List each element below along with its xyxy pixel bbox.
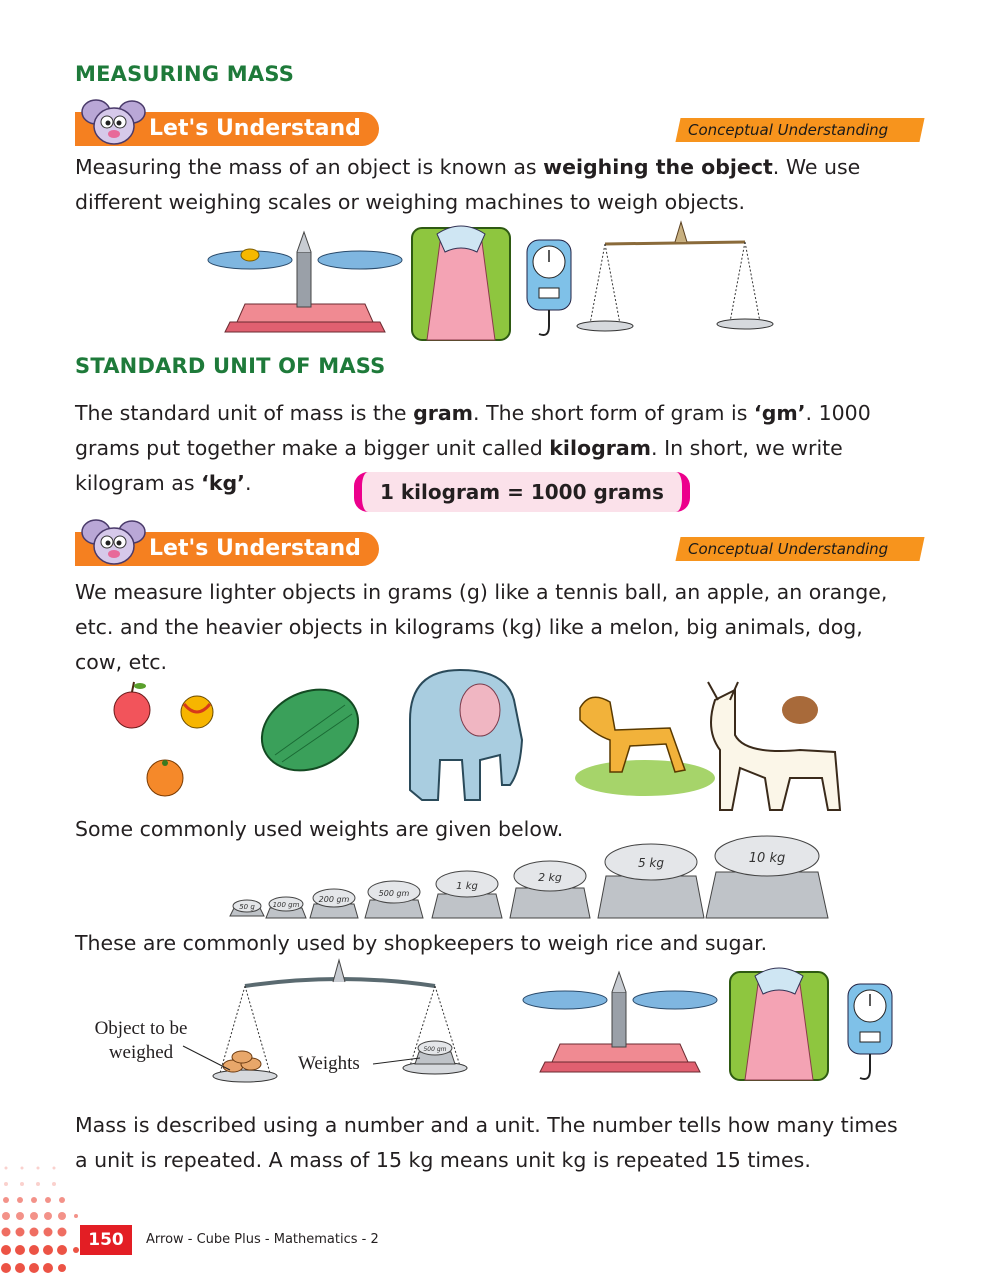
weight-label: 500 gm	[378, 889, 410, 898]
spring-scale-icon	[527, 240, 571, 335]
weight-10kg-icon	[706, 836, 828, 918]
paragraph-weighing: Measuring the mass of an object is known as weighing the object. We use different weighing scales or weighing machines to weigh objects.	[75, 155, 861, 214]
objects-animals-illustration	[110, 660, 855, 810]
cow-icon	[708, 682, 840, 810]
weight-label: 10 kg	[748, 851, 786, 866]
weight-label: 2 kg	[538, 871, 562, 884]
object-to-be-weighed-label	[80, 1017, 202, 1065]
weight-1kg-icon	[432, 871, 502, 918]
lets-understand-label-2: Let's Understand	[75, 532, 379, 566]
weight-2kg-icon	[510, 861, 590, 918]
paragraph-standard-unit: The standard unit of mass is the gram. The short form of gram is ‘gm’. 1000 grams put together make a bigger unit called kilogram. In short, we write kilogram as ‘kg’.	[75, 401, 871, 495]
book-title: Arrow - Cube Plus - Mathematics - 2	[146, 1232, 379, 1247]
weight-label: 200 gm	[318, 895, 350, 904]
formula-box: 1 kilogram = 1000 grams	[354, 472, 690, 512]
decorative-dots	[0, 1160, 130, 1280]
weight-100gm-icon	[266, 897, 306, 918]
page-number: 150	[80, 1225, 132, 1255]
weighing-scales-illustration	[205, 222, 785, 350]
orange-icon	[147, 760, 183, 796]
mouse-mascot-icon	[80, 518, 146, 570]
lets-understand-label: Let's Understand	[75, 112, 379, 146]
dog-icon	[575, 697, 715, 796]
weight-500gm-icon	[365, 881, 423, 918]
weighing-scales-illustration-2	[520, 962, 900, 1088]
conceptual-understanding-tag: Conceptual Understanding	[675, 118, 924, 142]
weight-5kg-icon	[598, 844, 704, 918]
object-label-line-1: Object to be	[94, 1018, 188, 1039]
weight-label: 100 gm	[272, 901, 300, 909]
object-label-line-2: weighed	[108, 1042, 174, 1063]
weights-illustration	[230, 836, 830, 920]
weight-label: 5 kg	[637, 856, 665, 870]
weight-label: 1 kg	[456, 881, 478, 892]
watermelon-icon	[249, 674, 372, 785]
weight-label: 500 gm	[423, 1046, 447, 1053]
weight-label: 50 g	[239, 903, 255, 911]
kitchen-balance-icon	[523, 972, 717, 1072]
weight-50g-icon	[230, 900, 264, 916]
weights-label: Weights	[298, 1053, 360, 1074]
mouse-mascot-icon	[80, 98, 146, 150]
paragraph-closing: Mass is described using a number and a unit. The number tells how many times a unit is repeated. A mass of 15 kg means unit kg is repeated 15 times.	[75, 1113, 898, 1172]
paragraph-grams-kilograms: We measure lighter objects in grams (g) like a tennis ball, an apple, an orange, etc. and the heavier objects in kilograms (kg) like a melon, big animals, dog, cow, etc.	[75, 580, 888, 674]
heading-measuring-mass: MEASURING MASS	[75, 62, 295, 86]
spring-scale-icon	[848, 984, 892, 1079]
weights-intro: Some commonly used weights are given below.	[75, 817, 564, 841]
weight-200gm-icon	[310, 889, 358, 918]
weight-500gm-icon	[415, 1041, 455, 1064]
conceptual-understanding-tag-2: Conceptual Understanding	[675, 537, 924, 561]
apple-icon	[114, 682, 150, 728]
heading-standard-unit: STANDARD UNIT OF MASS	[75, 354, 386, 378]
shopkeepers-text: These are commonly used by shopkeepers to weigh rice and sugar.	[75, 931, 768, 955]
bathroom-scale-icon	[412, 226, 510, 340]
tennis-ball-icon	[181, 696, 213, 728]
beam-balance-icon	[577, 222, 773, 331]
elephant-icon	[410, 670, 522, 800]
kitchen-balance-icon	[208, 232, 402, 332]
bathroom-scale-icon	[730, 968, 828, 1080]
